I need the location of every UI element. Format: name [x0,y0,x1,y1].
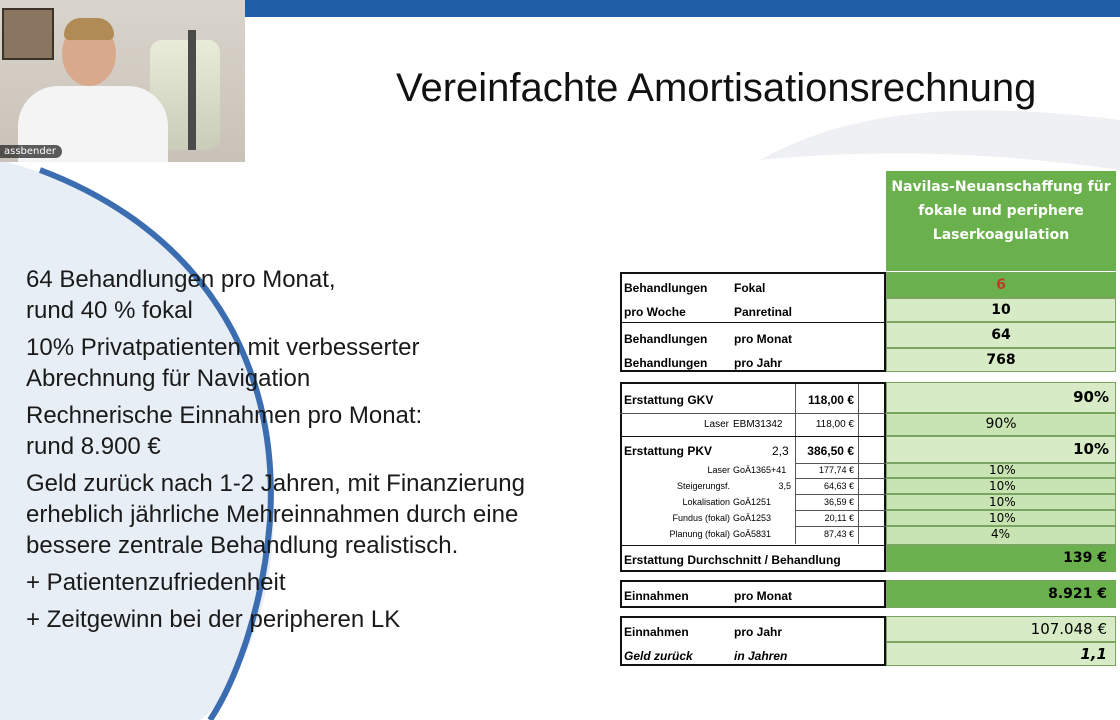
participant-name: assbender [0,145,62,158]
average-value: 139 € [886,545,1116,572]
pkv-share: 10% [886,436,1116,463]
bullet-list [26,264,596,641]
gkv-label: Erstattung GKV [624,393,714,407]
webcam-video[interactable] [0,0,245,162]
yearly-income-value: 107.048 € [886,616,1116,642]
bullet-item: 10% Privatpatienten mit verbesserter Abrechnung für Navigation [26,334,420,392]
treatments-year-value: 768 [886,348,1116,372]
table-header: Navilas-Neuanschaffung für fokale und periphere Laserkoagulation [886,171,1116,271]
slide-top-bar [245,0,1120,17]
picture-frame [2,8,54,60]
pkv-label: Erstattung PKV [624,444,713,458]
gkv-share: 90% [886,382,1116,413]
bullet-item: Rechnerische Einnahmen pro Monat: rund 8.900 € [26,402,423,460]
average-label: Erstattung Durchschnitt / Behandlung [624,553,841,567]
treatments-panretinal-value: 10 [886,298,1116,322]
bullet-item: + Zeitgewinn bei der peripheren LK [26,606,401,633]
slide-title: Vereinfachte Amortisationsrechnung [396,66,1037,110]
bullet-item: Geld zurück nach 1-2 Jahren, mit Finanzierung erheblich jährliche Mehreinnahmen durch eine bessere zentrale Behandlung realistisch. [26,470,525,559]
treatments-month-value: 64 [886,322,1116,348]
gkv-sub-share: 90% [886,413,1116,436]
monthly-income-value: 8.921 € [886,580,1116,608]
bullet-item: 64 Behandlungen pro Monat, rund 40 % fokal [26,266,336,324]
payback-years-value: 1,1 [886,642,1116,666]
bullet-item: + Patientenzufriedenheit [26,569,286,596]
treatments-focal-value: 6 [886,272,1116,298]
